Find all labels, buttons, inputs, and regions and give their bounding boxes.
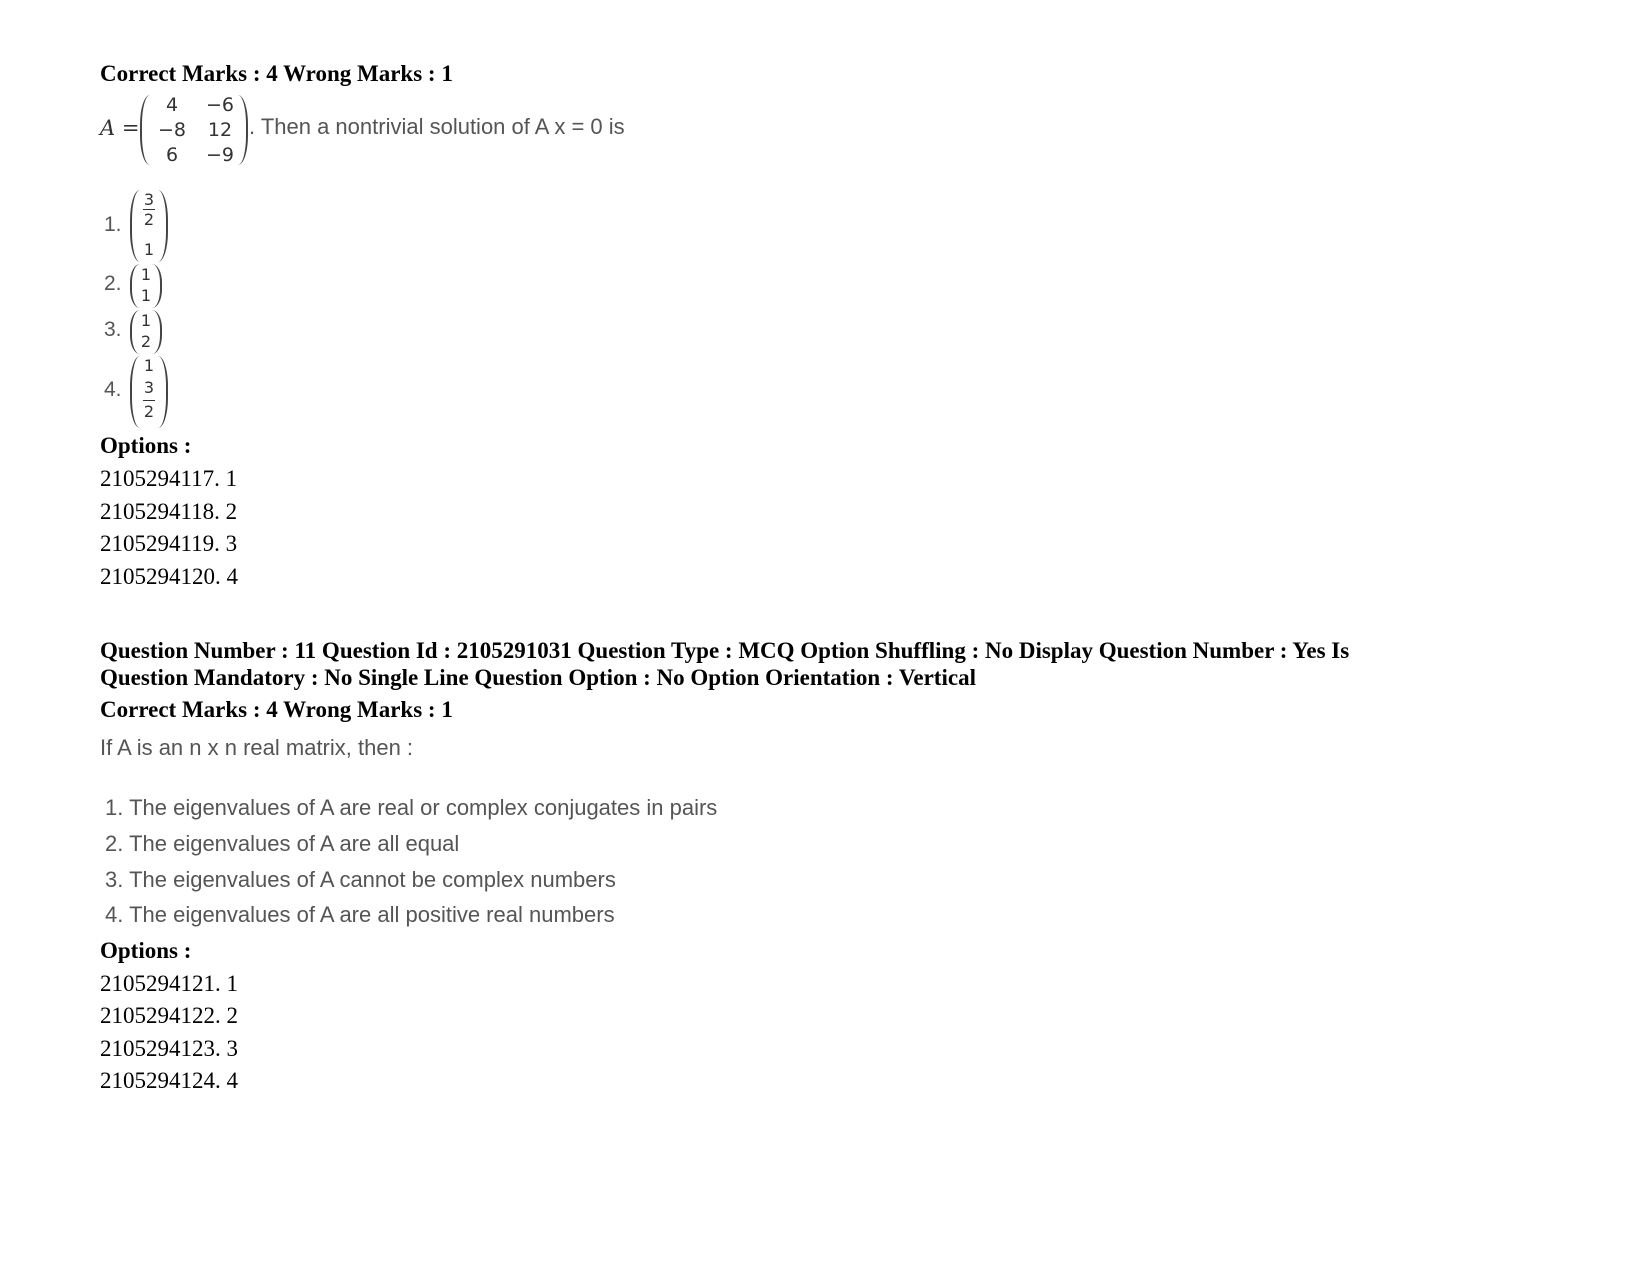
vector-entry: 1: [140, 286, 152, 305]
column-vector: [130, 190, 168, 262]
q11-option-id: 2105294123. 3: [100, 1036, 238, 1061]
left-paren: [140, 95, 150, 165]
q11-choice-3: 3. The eigenvalues of A cannot be complex numbers: [105, 867, 616, 892]
matrix-cell: −6: [205, 94, 234, 116]
q11-option-id: 2105294121. 1: [100, 971, 238, 996]
vector-entry: 1: [140, 265, 152, 284]
choice-number: 3.: [104, 318, 122, 341]
matrix-cell: 6: [165, 144, 179, 166]
q10-option-id: 2105294119. 3: [100, 531, 238, 556]
q11-option-id: 2105294124. 4: [100, 1068, 238, 1093]
q11-choice-4: 4. The eigenvalues of A are all positive real numbers: [105, 902, 615, 927]
q11-options-label: Options :: [100, 938, 192, 963]
q11-choice-1: 1. The eigenvalues of A are real or complex conjugates in pairs: [105, 795, 718, 820]
matrix-cell: 12: [207, 119, 233, 141]
q10-option-id: 2105294117. 1: [100, 466, 238, 491]
q10-stem-lhs: A =: [100, 116, 140, 140]
q11-stem: If A is an n x n real matrix, then :: [100, 735, 414, 760]
q11-choice-2: 2. The eigenvalues of A are all equal: [105, 831, 460, 856]
q11-option-id: 2105294122. 2: [100, 1003, 238, 1028]
choice-number: 4.: [104, 378, 122, 401]
column-vector: [130, 264, 162, 308]
q11-marks: Correct Marks : 4 Wrong Marks : 1: [100, 697, 453, 722]
q10-stem-text: . Then a nontrivial solution of A x = 0 is: [249, 114, 625, 139]
q10-marks: Correct Marks : 4 Wrong Marks : 1: [100, 61, 453, 86]
vector-entry: 3: [143, 190, 155, 209]
vector-entry: 1: [143, 240, 155, 259]
fraction-bar: [143, 400, 155, 401]
column-vector: [130, 310, 162, 354]
q10-matrix: [140, 95, 248, 165]
vector-entry: 2: [143, 402, 155, 421]
q10-option-id: 2105294120. 4: [100, 564, 238, 589]
q11-header-line-2: Question Mandatory : No Single Line Question Option : No Option Orientation : Vertical: [100, 665, 976, 690]
choice-number: 1.: [104, 213, 122, 236]
column-vector: [130, 356, 168, 428]
matrix-cell: −8: [157, 119, 186, 141]
vector-entry: 1: [140, 311, 152, 330]
vector-entry: 3: [143, 378, 155, 397]
vector-entry: 2: [143, 210, 155, 229]
vector-entry: 1: [143, 356, 155, 375]
vector-entry: 2: [140, 332, 152, 351]
choice-number: 2.: [104, 272, 122, 295]
q11-header-line-1: Question Number : 11 Question Id : 2105291031 Question Type : MCQ Option Shuffling : No Display Question Number : Yes Is: [100, 638, 1350, 663]
q10-options-label: Options :: [100, 433, 192, 458]
matrix-cell: −9: [205, 144, 234, 166]
q10-option-id: 2105294118. 2: [100, 499, 238, 524]
matrix-cell: 4: [165, 94, 179, 116]
